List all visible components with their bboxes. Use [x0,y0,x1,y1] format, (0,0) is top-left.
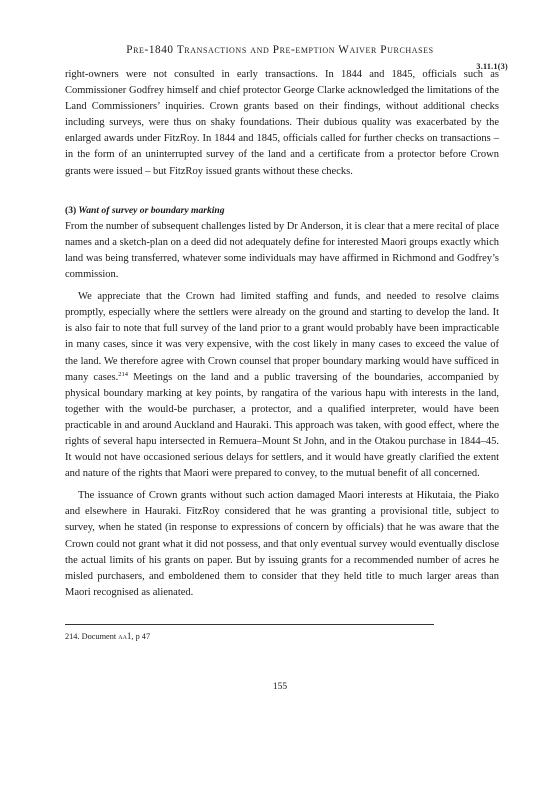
paragraph-continuation: right-owners were not consulted in early transactions. In 1844 and 1845, officials such as Commissioner Godfrey himself and chief protector George Clarke acknowledged the limitations of the Land Commissioners’ inquiries. Crown grants based on their findings, without additional checks including surveys, were thus on shaky foundations. Their dubious quality was exacerbated by the enlarged awards under FitzRoy. In 1844 and 1845, officials called for further checks on transactions – in the form of an uninterrupted survey of the land and a certificate from a protector before Crown grants were issued – but FitzRoy issued grants without these checks. [65,69,499,177]
page-number: 155 [272,682,288,692]
footnote-doc-ref: aa1 [118,631,132,641]
footnote [65,630,150,643]
footnote-reference: 214 [118,370,128,378]
footnote-divider [65,624,434,625]
paragraph-crown-grants: The issuance of Crown grants without such action damaged Maori interests at Hikutaia, the Piako and elsewhere in Hauraki. FitzRoy considered that he was granting a provisional title, subject to survey, when he stated (in response to expressions of concern by officials) that he was aware that the Crown could not grant what it did not possess, and that only eventual survey would eventually disclose the actual limits of his grants on paper. But by issuing grants for a recommended number of acres he misled purchasers, and emboldened them to consider that they held title to much larger areas than Maori recognised as alienated. [65,490,499,598]
footnote-text-before: Document [79,632,119,641]
paragraph-anderson: From the number of subsequent challenges listed by Dr Anderson, it is clear that a mere recital of place names and a sketch-plan on a deed did not adequately define for interested Maori groups exactly which land was being transferred, whatever some individuals may have affirmed in Richmond and Godfrey’s commission. [65,220,499,281]
section-subheading [65,203,499,219]
section-reference: 3.11.1(3) [476,62,508,71]
footnote-number: 214. [65,632,80,641]
running-head: Pre-1840 Transactions and Pre-emption Waiver Purchases [126,44,434,56]
paragraph-crown-staffing [65,289,499,482]
subheading-number: (3) [65,204,77,216]
subheading-title: Want of survey or boundary marking [78,204,225,216]
body-text [65,67,499,601]
paragraph-crown-staffing-part1: We appreciate that the Crown had limited staffing and funds, and needed to resolve claims promptly, especially where the settlers were already on the ground and starting to develop the land. It is also fair to note that full survey of the land prior to a grant would probably have been impracticable in many cases, since it was very expensive, with the cost likely in many cases to exceed the value of the land. We therefore agree with Crown counsel that proper boundary marking would have sufficed in many cases. [65,291,499,383]
paragraph-crown-staffing-part2: Meetings on the land and a public traversing of the boundaries, accompanied by physical boundary marking at key points, by rangatira of the various hapu with interests in the land, together with the would-be purchaser, a protector, and a qualified interpreter, would have been practicable in and around Auckland and Hauraki. This approach was taken, with good effect, where the rights of several hapu intersected in Remuera–Mount St John, and in the Otakou purchase in 1844–45. It would not have occasioned serious delays for settlers, and it would have greatly clarified the extent and nature of the rights that Maori were prepared to convey, to the mutual benefit of all concerned. [65,371,499,480]
footnote-text-after: , p 47 [131,632,151,641]
